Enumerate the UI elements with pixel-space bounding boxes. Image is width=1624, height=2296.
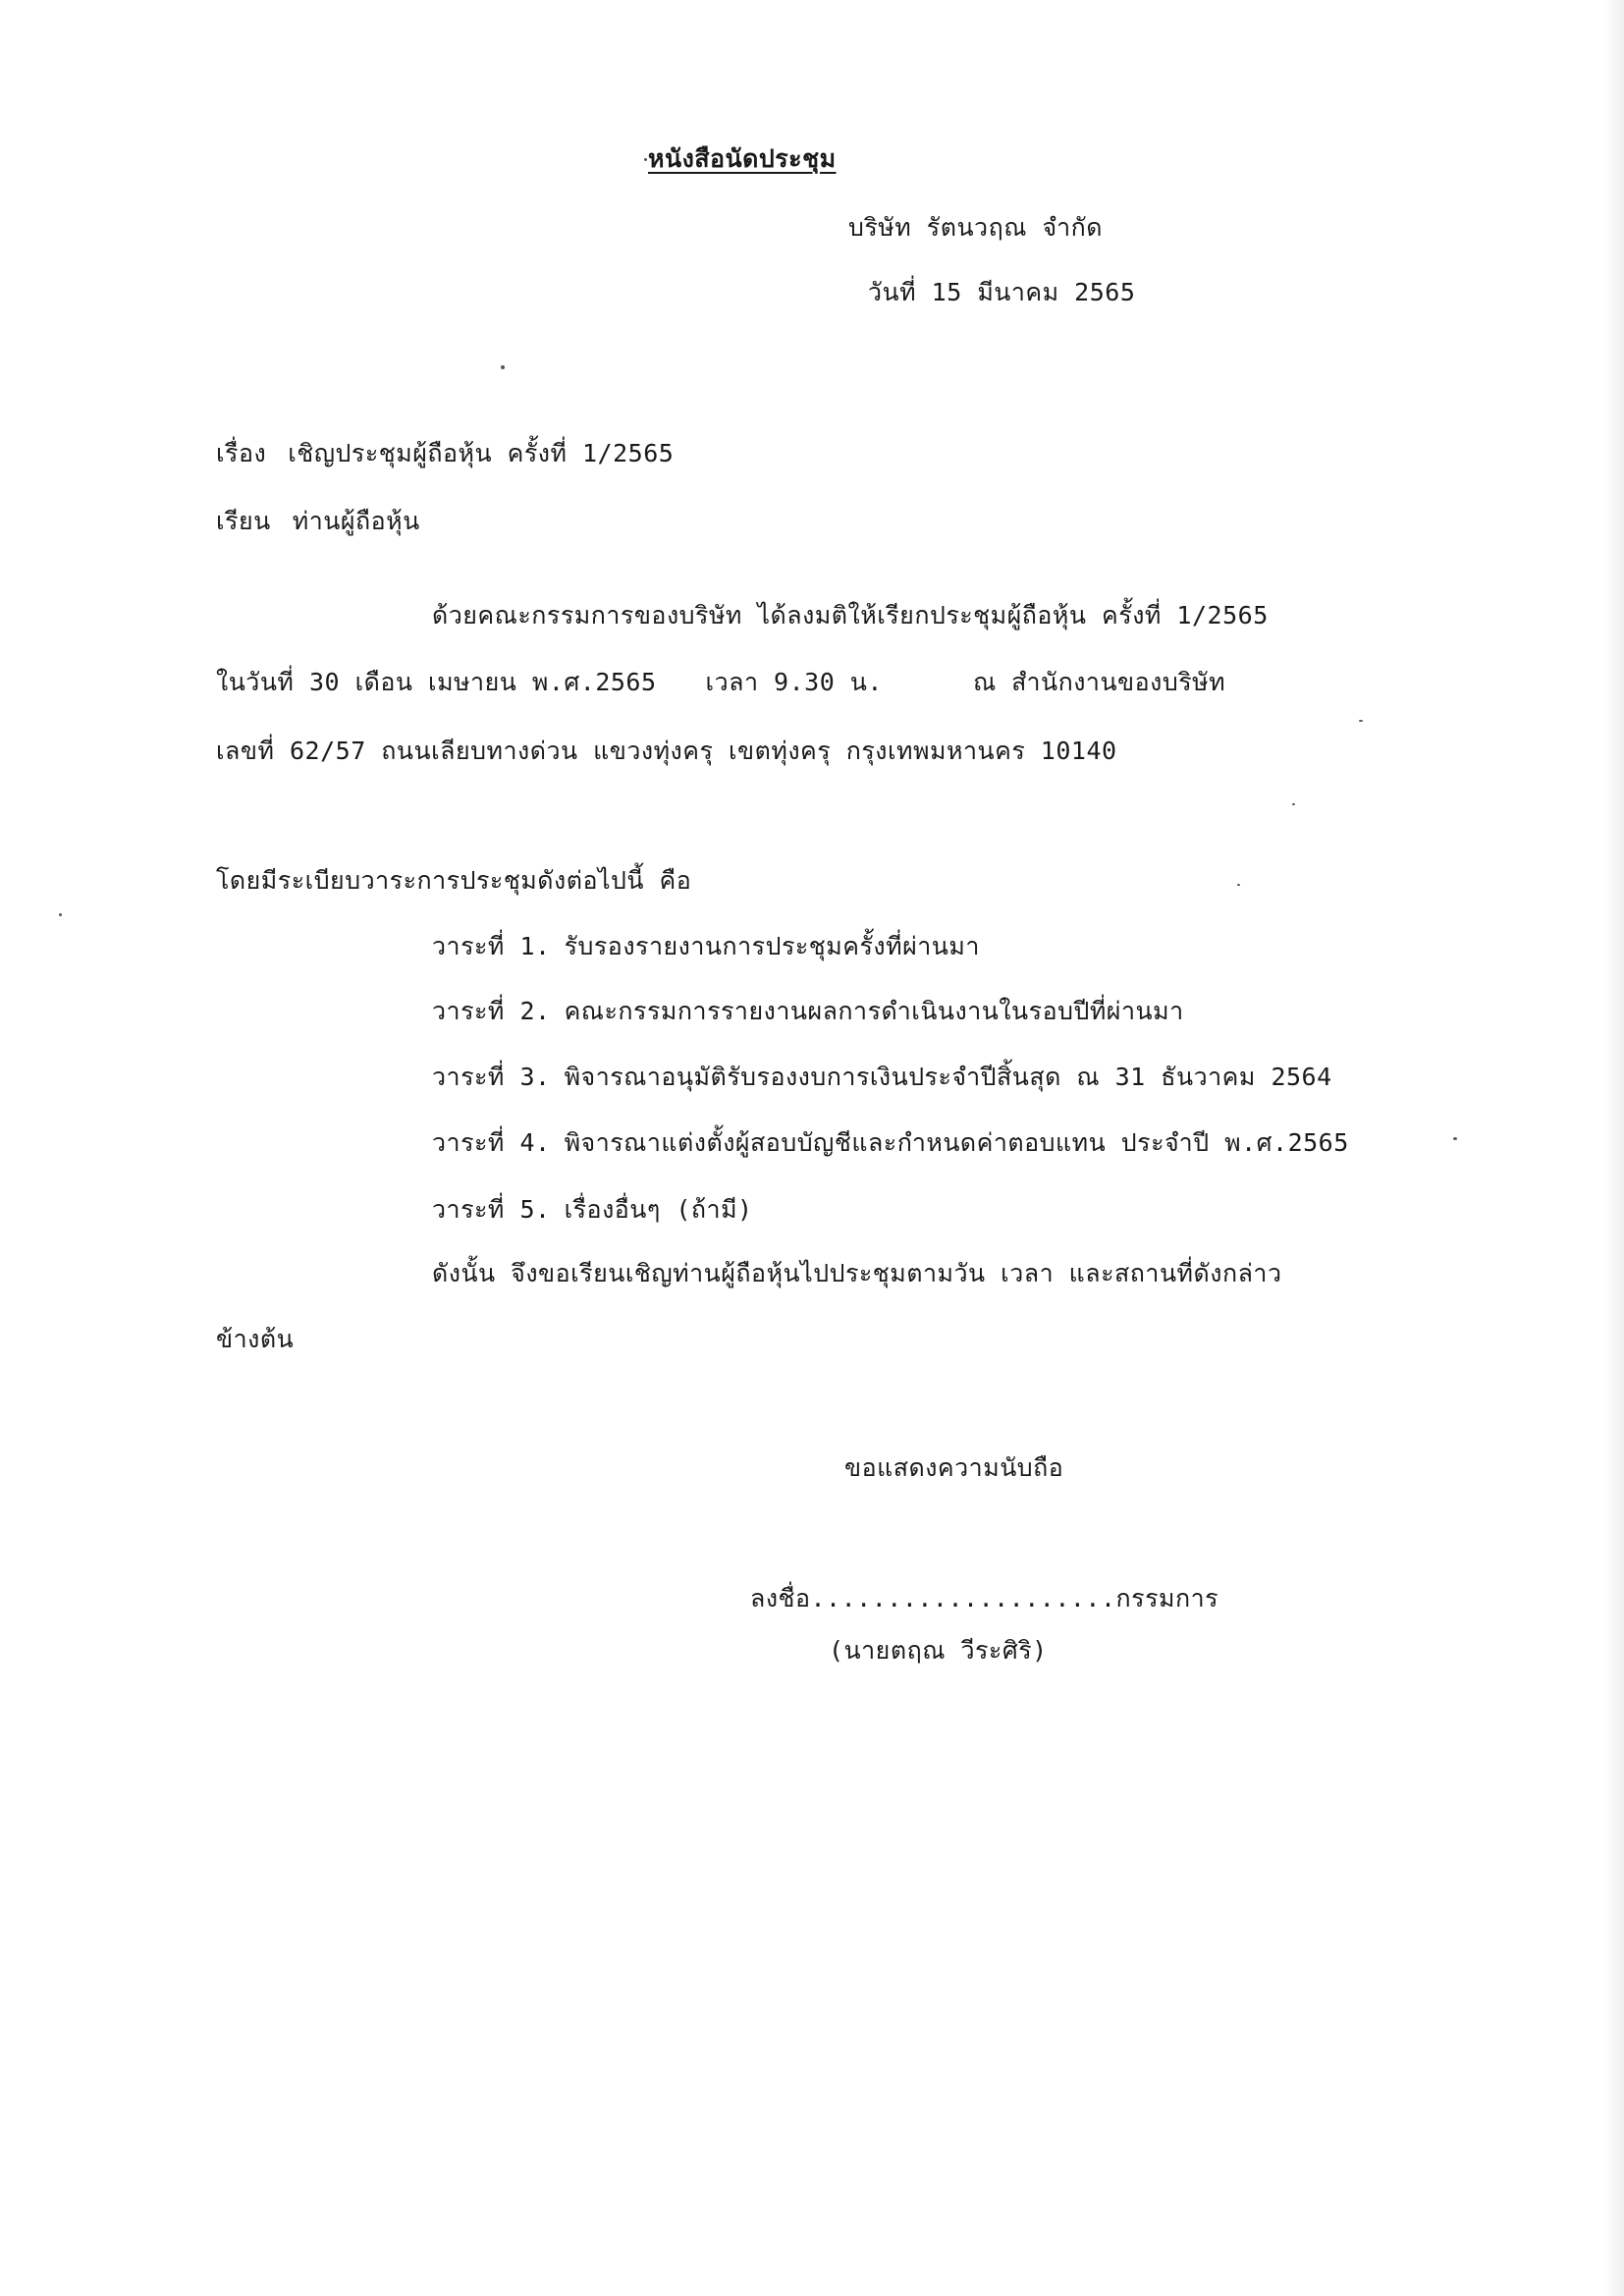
scan-speck	[644, 158, 647, 161]
addressee-line	[216, 506, 420, 537]
agenda-item-4	[432, 1127, 1349, 1159]
company-name: บริษัท รัตนวฤณ จำกัด	[848, 213, 1104, 242]
page-edge-shadow	[1602, 0, 1624, 2296]
letter-date: วันที่ 15 มีนาคม 2565	[868, 278, 1136, 306]
subject-text: เชิญประชุมผู้ถือหุ้น ครั้งที่ 1/2565	[288, 439, 675, 467]
body-line-3: เลขที่ 62/57 ถนนเลียบทางด่วน แขวงทุ่งครุ เขตทุ่งครุ กรุงเทพมหานคร 10140	[216, 737, 1117, 765]
signatory-name: (นายตฤณ วีระศิริ)	[829, 1636, 1048, 1665]
agenda-item-3	[432, 1062, 1332, 1093]
body-line-2	[216, 667, 1225, 698]
meeting-time: เวลา 9.30 น.	[705, 668, 883, 696]
agenda-item-label: วาระที่ 4.	[432, 1128, 551, 1157]
regards: ขอแสดงความนับถือ	[844, 1453, 1064, 1482]
agenda-item-1	[432, 931, 980, 962]
agenda-item-label: วาระที่ 2.	[432, 997, 551, 1025]
closing-line-2: ข้างต้น	[216, 1325, 295, 1353]
agenda-item-text: พิจารณาแต่งตั้งผู้สอบบัญชีและกำหนดค่าตอบแทน ประจำปี พ.ศ.2565	[564, 1128, 1349, 1157]
agenda-item-label: วาระที่ 5.	[432, 1195, 551, 1224]
meeting-place: ณ สำนักงานของบริษัท	[972, 668, 1226, 696]
addressee-text: ท่านผู้ถือหุ้น	[292, 507, 420, 535]
agenda-intro: โดยมีระเบียบวาระการประชุมดังต่อไปนี้ คือ	[216, 866, 692, 895]
agenda-item-text: คณะกรรมการรายงานผลการดำเนินงานในรอบปีที่ผ่านมา	[564, 997, 1184, 1025]
scan-speck	[1237, 884, 1240, 886]
letter-title: หนังสือนัดประชุม	[648, 144, 837, 173]
agenda-item-label: วาระที่ 1.	[432, 932, 551, 960]
closing-line-1: ดังนั้น จึงขอเรียนเชิญท่านผู้ถือหุ้นไปประชุมตามวัน เวลา และสถานที่ดังกล่าว	[432, 1259, 1282, 1287]
addressee-label: เรียน	[216, 507, 271, 535]
scan-speck	[1292, 803, 1295, 805]
scan-speck	[1453, 1137, 1457, 1140]
agenda-item-text: รับรองรายงานการประชุมครั้งที่ผ่านมา	[564, 932, 980, 960]
agenda-item-label: วาระที่ 3.	[432, 1063, 551, 1091]
scan-speck	[1359, 720, 1363, 722]
agenda-item-text: เรื่องอื่นๆ (ถ้ามี)	[564, 1195, 753, 1224]
subject-label: เรื่อง	[216, 439, 267, 467]
agenda-item-5	[432, 1194, 753, 1226]
scan-speck	[501, 365, 505, 369]
agenda-item-2	[432, 996, 1184, 1027]
agenda-item-text: พิจารณาอนุมัติรับรองงบการเงินประจำปีสิ้นสุด ณ 31 ธันวาคม 2564	[564, 1063, 1332, 1091]
body-line-1: ด้วยคณะกรรมการของบริษัท ได้ลงมติให้เรียกประชุมผู้ถือหุ้น ครั้งที่ 1/2565	[432, 601, 1269, 629]
scan-speck	[59, 913, 62, 916]
signature-line: ลงชื่อ....................กรรมการ	[750, 1584, 1219, 1613]
meeting-date: ในวันที่ 30 เดือน เมษายน พ.ศ.2565	[216, 668, 657, 696]
subject-line	[216, 438, 674, 469]
